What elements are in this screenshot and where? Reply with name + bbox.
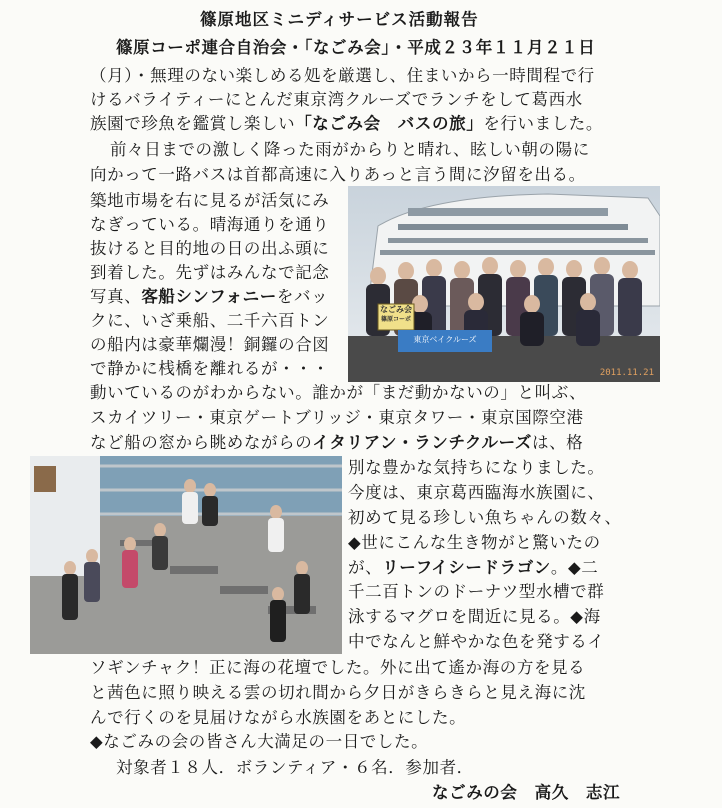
body-line-23: と茜色に照り映える雲の切れ間から夕日がきらきらと見え海に沈	[90, 683, 586, 702]
body-line-16: 初めて見る珍しい魚ちゃんの数々、	[348, 508, 622, 527]
attendance-line: 対象者１８人．ボランティア・６名．参加者．	[116, 758, 474, 777]
photo-date-stamp: 2011.11.21	[599, 368, 654, 378]
body-line-8: クに、いざ乗船、二千六百トン	[90, 311, 330, 330]
body-line-24: んで行くのを見届けながら水族園をあとにした。	[90, 708, 467, 727]
signature: なごみの会 高久 志江	[432, 783, 621, 802]
intro-line-2: （月）・無理のない楽しめる処を厳選し、住まいから一時間程で行	[90, 66, 595, 85]
body-line-11: 動いているのがわからない。誰かが「まだ動かないの」と叫ぶ、	[90, 383, 587, 402]
body-line-15: 今度は、東京葛西臨海水族園に、	[348, 483, 605, 502]
body-line-18	[348, 558, 598, 578]
body-text: 写真、	[90, 287, 142, 306]
intro-line-4	[90, 114, 603, 134]
body-line-17: ◆世にこんな生き物がと驚いたの	[348, 533, 601, 552]
page-title: 篠原地区ミニディサービス活動報告	[200, 10, 479, 29]
intro-line-3: けるバライティーにとんだ東京湾クルーズでランチをして葛西水	[90, 90, 583, 109]
body-text-end: は、格	[531, 433, 584, 452]
deck-photo	[30, 456, 342, 654]
intro-line-1: 篠原コーポ連合自治会・「なごみ会」・平成２３年１１月２１日	[116, 38, 596, 57]
body-line-2: 向かって一路バスは首都高速に入りあっと言う間に汐留を出る。	[90, 165, 586, 184]
body-line-20: 泳するマグロを間近に見る。◆海	[348, 607, 601, 626]
body-line-25: ◆なごみの会の皆さん大満足の一日でした。	[90, 732, 429, 751]
body-line-5: 抜けると目的地の日の出ふ頭に	[90, 239, 330, 258]
group-photo	[348, 186, 660, 382]
body-line-3: 築地市場を右に見るが活気にみ	[90, 191, 330, 210]
body-line-19: 千二百トンのドーナツ型水槽で群	[348, 582, 605, 601]
body-text: など船の窓から眺めながらの	[90, 433, 313, 452]
body-line-21: 中でなんと鮮やかな色を発するイ	[348, 632, 605, 651]
group-sign	[378, 305, 414, 325]
group-sign-main: なごみ会	[380, 305, 412, 314]
body-text-end: をバッ	[276, 287, 329, 306]
sea-dragon-name: リーフイシードラゴン	[382, 558, 551, 577]
intro-text: 族園で珍魚を鑑賞し楽しい	[90, 114, 296, 133]
body-line-1: 前々日までの激しく降った雨がからりと晴れ、眩しい朝の陽に	[110, 140, 590, 159]
group-sign-sub: 篠原コーポ	[380, 316, 411, 323]
intro-text-end: を行いました。	[483, 114, 604, 133]
event-name: 「なごみ会 バスの旅」	[295, 114, 484, 133]
ship-name: 客船シンフォニー	[141, 287, 277, 306]
body-line-13	[90, 433, 583, 453]
body-line-9: の船内は豪華爛漫！銅鑼の合図	[90, 335, 330, 354]
body-line-4: なぎっている。晴海通りを通り	[90, 215, 330, 234]
body-text: が、	[348, 558, 383, 577]
body-text-end: 。◆二	[550, 558, 599, 577]
body-line-10: で静かに桟橋を離れるが・・・	[90, 359, 330, 378]
lunch-cruise-name: イタリアン・ランチクルーズ	[312, 433, 532, 452]
body-line-6: 到着した。先ずはみんなで記念	[90, 263, 330, 282]
cruise-banner: 東京ベイクルーズ	[413, 335, 477, 344]
body-line-14: 別な豊かな気持ちになりました。	[348, 458, 605, 477]
body-line-7	[90, 287, 328, 307]
body-line-22: ソギンチャク！正に海の花壇でした。外に出て遙か海の方を見る	[90, 658, 586, 677]
body-line-12: スカイツリー・東京ゲートブリッジ・東京タワー・東京国際空港	[90, 408, 584, 427]
